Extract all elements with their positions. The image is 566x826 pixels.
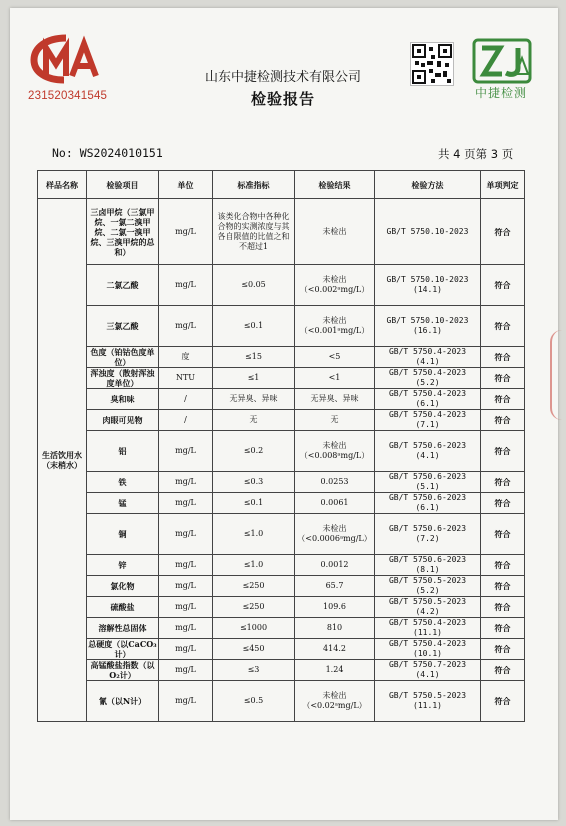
unit-cell: mg/L: [159, 576, 213, 597]
table-row: [38, 368, 525, 389]
verdict-cell: 符合: [481, 389, 525, 410]
result-cell: <5: [295, 347, 375, 368]
result-cell: 0.0253: [295, 472, 375, 493]
method-cell: GB/T 5750.4-2023 (11.1): [375, 618, 481, 639]
table-row: [38, 514, 525, 555]
verdict-cell: 符合: [481, 199, 525, 265]
item-cell: 色度（铂钴色度单位）: [87, 347, 159, 368]
standard-cell: ≤15: [213, 347, 295, 368]
standard-cell: ≤1.0: [213, 555, 295, 576]
table-row: [38, 410, 525, 431]
table-row: [38, 389, 525, 410]
standard-cell: ≤0.1: [213, 493, 295, 514]
verdict-cell: 符合: [481, 493, 525, 514]
table-row: [38, 306, 525, 347]
standard-cell: ≤0.2: [213, 431, 295, 472]
verdict-cell: 符合: [481, 431, 525, 472]
verdict-cell: 符合: [481, 576, 525, 597]
stamp-fragment: [550, 330, 564, 420]
unit-cell: mg/L: [159, 199, 213, 265]
report-number: No: WS2024010151: [52, 146, 163, 160]
result-cell: 65.7: [295, 576, 375, 597]
item-cell: 肉眼可见物: [87, 410, 159, 431]
item-cell: 氰（以N计）: [87, 681, 159, 722]
standard-cell: ≤450: [213, 639, 295, 660]
item-cell: 三卤甲烷（三氯甲烷、一氯二溴甲烷、二氯一溴甲烷、三溴甲烷的总和）: [87, 199, 159, 265]
unit-cell: mg/L: [159, 472, 213, 493]
table-row: [38, 265, 525, 306]
method-cell: GB/T 5750.6-2023 (4.1): [375, 431, 481, 472]
brand-label: 中捷检测: [474, 86, 527, 100]
standard-cell: ≤1: [213, 368, 295, 389]
sample-name-cell: 生活饮用水（末梢水）: [38, 199, 87, 722]
table-row: [38, 199, 525, 265]
method-cell: GB/T 5750.7-2023 (4.1): [375, 660, 481, 681]
result-cell: 无: [295, 410, 375, 431]
unit-cell: mg/L: [159, 555, 213, 576]
page-info: 共 4 页第 3 页: [438, 147, 514, 161]
unit-cell: mg/L: [159, 306, 213, 347]
table-row: [38, 639, 525, 660]
unit-cell: NTU: [159, 368, 213, 389]
unit-cell: mg/L: [159, 660, 213, 681]
item-cell: 铜: [87, 514, 159, 555]
standard-cell: ≤1000: [213, 618, 295, 639]
unit-cell: /: [159, 389, 213, 410]
method-cell: GB/T 5750.6-2023 (5.1): [375, 472, 481, 493]
result-cell: 109.6: [295, 597, 375, 618]
zj-logo: [472, 38, 532, 84]
item-cell: 浑浊度（散射浑浊度单位）: [87, 368, 159, 389]
item-cell: 臭和味: [87, 389, 159, 410]
unit-cell: /: [159, 410, 213, 431]
table-row: [38, 618, 525, 639]
results-table: [37, 170, 525, 722]
col-result: 检验结果: [295, 171, 375, 199]
unit-cell: mg/L: [159, 431, 213, 472]
unit-cell: mg/L: [159, 265, 213, 306]
standard-cell: 无: [213, 410, 295, 431]
col-standard: 标准指标: [213, 171, 295, 199]
verdict-cell: 符合: [481, 514, 525, 555]
table-row: [38, 555, 525, 576]
method-cell: GB/T 5750.4-2023 (6.1): [375, 389, 481, 410]
item-cell: 氯化物: [87, 576, 159, 597]
verdict-cell: 符合: [481, 555, 525, 576]
result-cell: 0.0061: [295, 493, 375, 514]
verdict-cell: 符合: [481, 265, 525, 306]
standard-cell: ≤0.1: [213, 306, 295, 347]
result-cell: 未检出（<0.02ᵃmg/L）: [295, 681, 375, 722]
verdict-cell: 符合: [481, 639, 525, 660]
standard-cell: 该类化合物中各种化合物的实测浓度与其各自限值的比值之和不超过1: [213, 199, 295, 265]
result-cell: <1: [295, 368, 375, 389]
verdict-cell: 符合: [481, 597, 525, 618]
item-cell: 二氯乙酸: [87, 265, 159, 306]
table-row: [38, 431, 525, 472]
col-verdict: 单项判定: [481, 171, 525, 199]
table-row: [38, 347, 525, 368]
unit-cell: mg/L: [159, 639, 213, 660]
method-cell: GB/T 5750.10-2023 (16.1): [375, 306, 481, 347]
col-unit: 单位: [159, 171, 213, 199]
unit-cell: mg/L: [159, 618, 213, 639]
result-cell: 0.0012: [295, 555, 375, 576]
item-cell: 锌: [87, 555, 159, 576]
unit-cell: mg/L: [159, 493, 213, 514]
standard-cell: ≤3: [213, 660, 295, 681]
standard-cell: 无异臭、异味: [213, 389, 295, 410]
result-cell: 未检出: [295, 199, 375, 265]
verdict-cell: 符合: [481, 660, 525, 681]
item-cell: 三氯乙酸: [87, 306, 159, 347]
unit-cell: mg/L: [159, 514, 213, 555]
standard-cell: ≤250: [213, 597, 295, 618]
method-cell: GB/T 5750.6-2023 (7.2): [375, 514, 481, 555]
item-cell: 溶解性总固体: [87, 618, 159, 639]
table-row: [38, 576, 525, 597]
method-cell: GB/T 5750.4-2023 (4.1): [375, 347, 481, 368]
item-cell: 铝: [87, 431, 159, 472]
method-cell: GB/T 5750.6-2023 (8.1): [375, 555, 481, 576]
col-item: 检验项目: [87, 171, 159, 199]
verdict-cell: 符合: [481, 368, 525, 389]
report-title: 检验报告: [250, 90, 315, 108]
table-header-row: [38, 171, 525, 199]
verdict-cell: 符合: [481, 618, 525, 639]
cma-number: 231520341545: [28, 90, 108, 102]
result-cell: 1.24: [295, 660, 375, 681]
standard-cell: ≤0.3: [213, 472, 295, 493]
unit-cell: mg/L: [159, 681, 213, 722]
standard-cell: ≤0.05: [213, 265, 295, 306]
col-sample-name: 样品名称: [38, 171, 87, 199]
method-cell: GB/T 5750.4-2023 (5.2): [375, 368, 481, 389]
table-row: [38, 681, 525, 722]
verdict-cell: 符合: [481, 681, 525, 722]
item-cell: 铁: [87, 472, 159, 493]
company-name: 山东中捷检测技术有限公司: [204, 70, 361, 85]
unit-cell: 度: [159, 347, 213, 368]
verdict-cell: 符合: [481, 347, 525, 368]
qr-code-icon: [410, 42, 454, 86]
verdict-cell: 符合: [481, 410, 525, 431]
result-cell: 810: [295, 618, 375, 639]
unit-cell: mg/L: [159, 597, 213, 618]
item-cell: 高锰酸盐指数（以O₂计）: [87, 660, 159, 681]
method-cell: GB/T 5750.4-2023 (7.1): [375, 410, 481, 431]
result-cell: 未检出（<0.008ᵃmg/L）: [295, 431, 375, 472]
method-cell: GB/T 5750.10-2023 (14.1): [375, 265, 481, 306]
standard-cell: ≤0.5: [213, 681, 295, 722]
table-row: [38, 493, 525, 514]
table-row: [38, 472, 525, 493]
item-cell: 总硬度（以CaCO₃计）: [88, 639, 157, 659]
item-cell: 锰: [87, 493, 159, 514]
method-cell: GB/T 5750.6-2023 (6.1): [375, 493, 481, 514]
standard-cell: ≤250: [213, 576, 295, 597]
table-row: [38, 597, 525, 618]
result-cell: 未检出（<0.0006ᵃmg/L）: [295, 514, 375, 555]
method-cell: GB/T 5750.5-2023 (4.2): [375, 597, 481, 618]
table-row: [38, 660, 525, 681]
item-cell: 硫酸盐: [87, 597, 159, 618]
standard-cell: ≤1.0: [213, 514, 295, 555]
result-cell: 无异臭、异味: [295, 389, 375, 410]
result-cell: 未检出（<0.001ᵃmg/L）: [295, 306, 375, 347]
result-cell: 未检出（<0.002ᵃmg/L）: [295, 265, 375, 306]
method-cell: GB/T 5750.10-2023: [375, 199, 481, 265]
verdict-cell: 符合: [481, 472, 525, 493]
method-cell: GB/T 5750.4-2023 (10.1): [375, 639, 481, 660]
col-method: 检验方法: [375, 171, 481, 199]
method-cell: GB/T 5750.5-2023 (5.2): [375, 576, 481, 597]
method-cell: GB/T 5750.5-2023 (11.1): [375, 681, 481, 722]
verdict-cell: 符合: [481, 306, 525, 347]
result-cell: 414.2: [295, 639, 375, 660]
